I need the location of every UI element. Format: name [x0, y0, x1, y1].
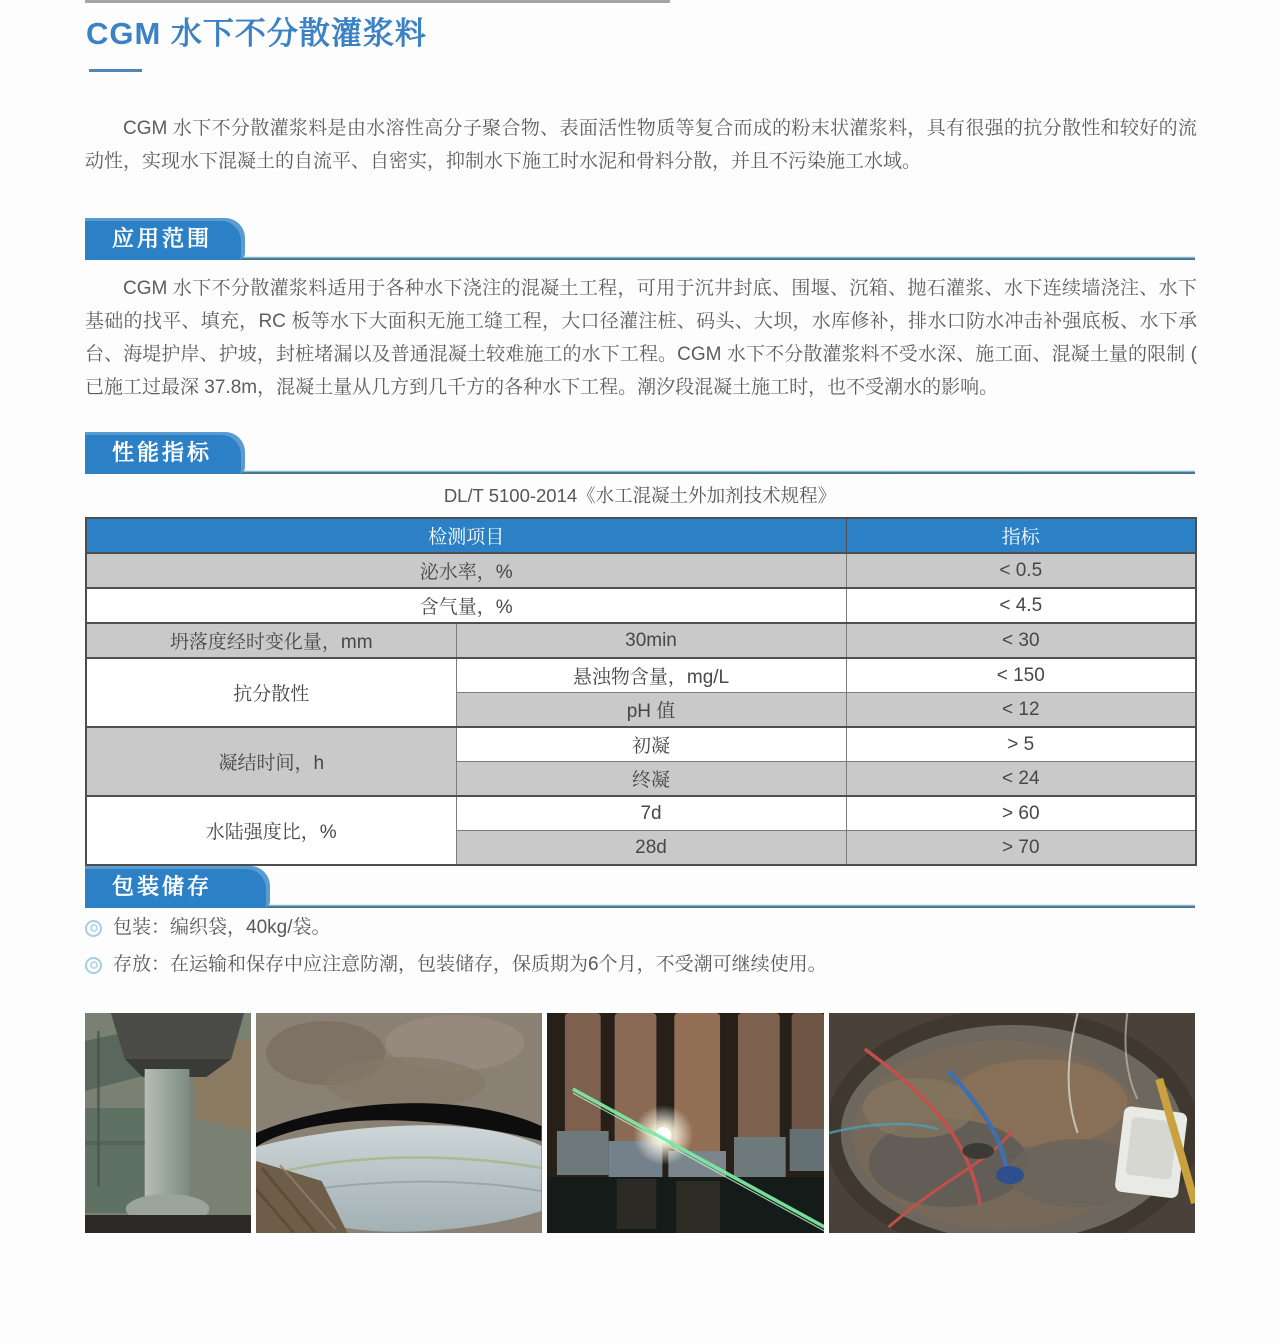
title-underline: [89, 69, 142, 72]
photo-illustration: [85, 1013, 251, 1233]
bullet-item: [85, 916, 1197, 940]
table-row: [86, 623, 1196, 658]
cell-sub: 初凝: [456, 727, 846, 762]
bullet-item: [85, 953, 1197, 977]
cell-value: < 4.5: [846, 588, 1196, 623]
page-title: CGM 水下不分散灌浆料: [86, 16, 427, 51]
double-ring-bullet-icon: [85, 920, 102, 937]
packaging-bullet-list: [85, 916, 1197, 990]
cell-sub: 28d: [456, 831, 846, 866]
photo-illustration: [256, 1013, 541, 1233]
application-section-header: [85, 218, 1195, 260]
page-top-edge-line: [85, 0, 670, 3]
photo-pier-column-site: [85, 1013, 251, 1233]
cell-item: 泌水率，%: [86, 553, 846, 588]
packaging-section-header: [85, 866, 1195, 908]
cell-value: < 150: [846, 658, 1196, 693]
photo-pier-formwork-closeup: [256, 1013, 541, 1233]
table-row: [86, 727, 1196, 762]
cell-sub: 终凝: [456, 762, 846, 797]
table-row: [86, 796, 1196, 831]
photo-underwater-piers-laser: [547, 1013, 824, 1233]
table-row: [86, 658, 1196, 693]
photo-illustration: [547, 1013, 824, 1233]
performance-section-tab: 性能指标: [85, 432, 245, 474]
cell-item: 含气量，%: [86, 588, 846, 623]
bullet-text: 包装：编织袋，40kg/袋。: [113, 917, 331, 938]
standard-caption: DL/T 5100-2014《水工混凝土外加剂技术规程》: [443, 485, 837, 506]
cell-item: 抗分散性: [86, 658, 456, 727]
cell-value: < 24: [846, 762, 1196, 797]
cell-sub: 30min: [456, 623, 846, 658]
header-cell-item: 检测项目: [86, 518, 846, 553]
cell-sub: 7d: [456, 796, 846, 831]
photo-caisson-pit-cables: [829, 1013, 1195, 1233]
intro-paragraph: CGM 水下不分散灌浆料是由水溶性高分子聚合物、表面活性物质等复合而成的粉末状灌浆料，具有很强的抗分散性和较好的流动性，实现水下混凝土的自流平、自密实，抑制水下施工时水泥和骨料分散，并且不污染施工水域。: [85, 118, 1197, 172]
table-header-row: [86, 518, 1196, 553]
performance-table: [85, 517, 1197, 866]
cell-value: > 5: [846, 727, 1196, 762]
cell-value: < 12: [846, 693, 1196, 728]
performance-section-header: [85, 432, 1195, 474]
application-section-tab: 应用范围: [85, 218, 245, 260]
cell-sub: 悬浊物含量，mg/L: [456, 658, 846, 693]
double-ring-bullet-icon: [85, 957, 102, 974]
bullet-text: 存放：在运输和保存中应注意防潮，包装储存，保质期为6个月，不受潮可继续使用。: [113, 954, 827, 975]
cell-item: 凝结时间，h: [86, 727, 456, 796]
cell-value: > 70: [846, 831, 1196, 866]
cell-value: < 0.5: [846, 553, 1196, 588]
section-rule: [85, 470, 1195, 474]
header-cell-index: 指标: [846, 518, 1196, 553]
cell-item: 水陆强度比，%: [86, 796, 456, 865]
photo-illustration: [829, 1013, 1195, 1233]
table-row: [86, 553, 1196, 588]
packaging-section-tab: 包装储存: [85, 866, 270, 908]
cell-value: > 60: [846, 796, 1196, 831]
table-row: [86, 588, 1196, 623]
application-paragraph: CGM 水下不分散灌浆料适用于各种水下浇注的混凝土工程，可用于沉井封底、围堰、沉箱、抛石灌浆、水下连续墙浇注、水下基础的找平、填充，RC 板等水下大面积无施工缝工程，大口径灌注桩、码头、大坝，水库修补，排水口防水冲击补强底板、水下承台、海堤护岸、护坡，封桩堵漏以及普通混凝土较难施工的水下工程。CGM 水下不分散灌浆料不受水深、施工面、混凝土量的限制 ( 已施工过最深 37.8m，混凝土量从几方到几千方的各种水下工程。潮汐段混凝土施工时，也不受潮水的影响。: [85, 278, 1197, 398]
cell-value: < 30: [846, 623, 1196, 658]
cell-sub: pH 值: [456, 693, 846, 728]
project-photo-strip: [85, 1013, 1195, 1233]
section-rule: [85, 256, 1195, 260]
cell-item: 坍落度经时变化量，mm: [86, 623, 456, 658]
